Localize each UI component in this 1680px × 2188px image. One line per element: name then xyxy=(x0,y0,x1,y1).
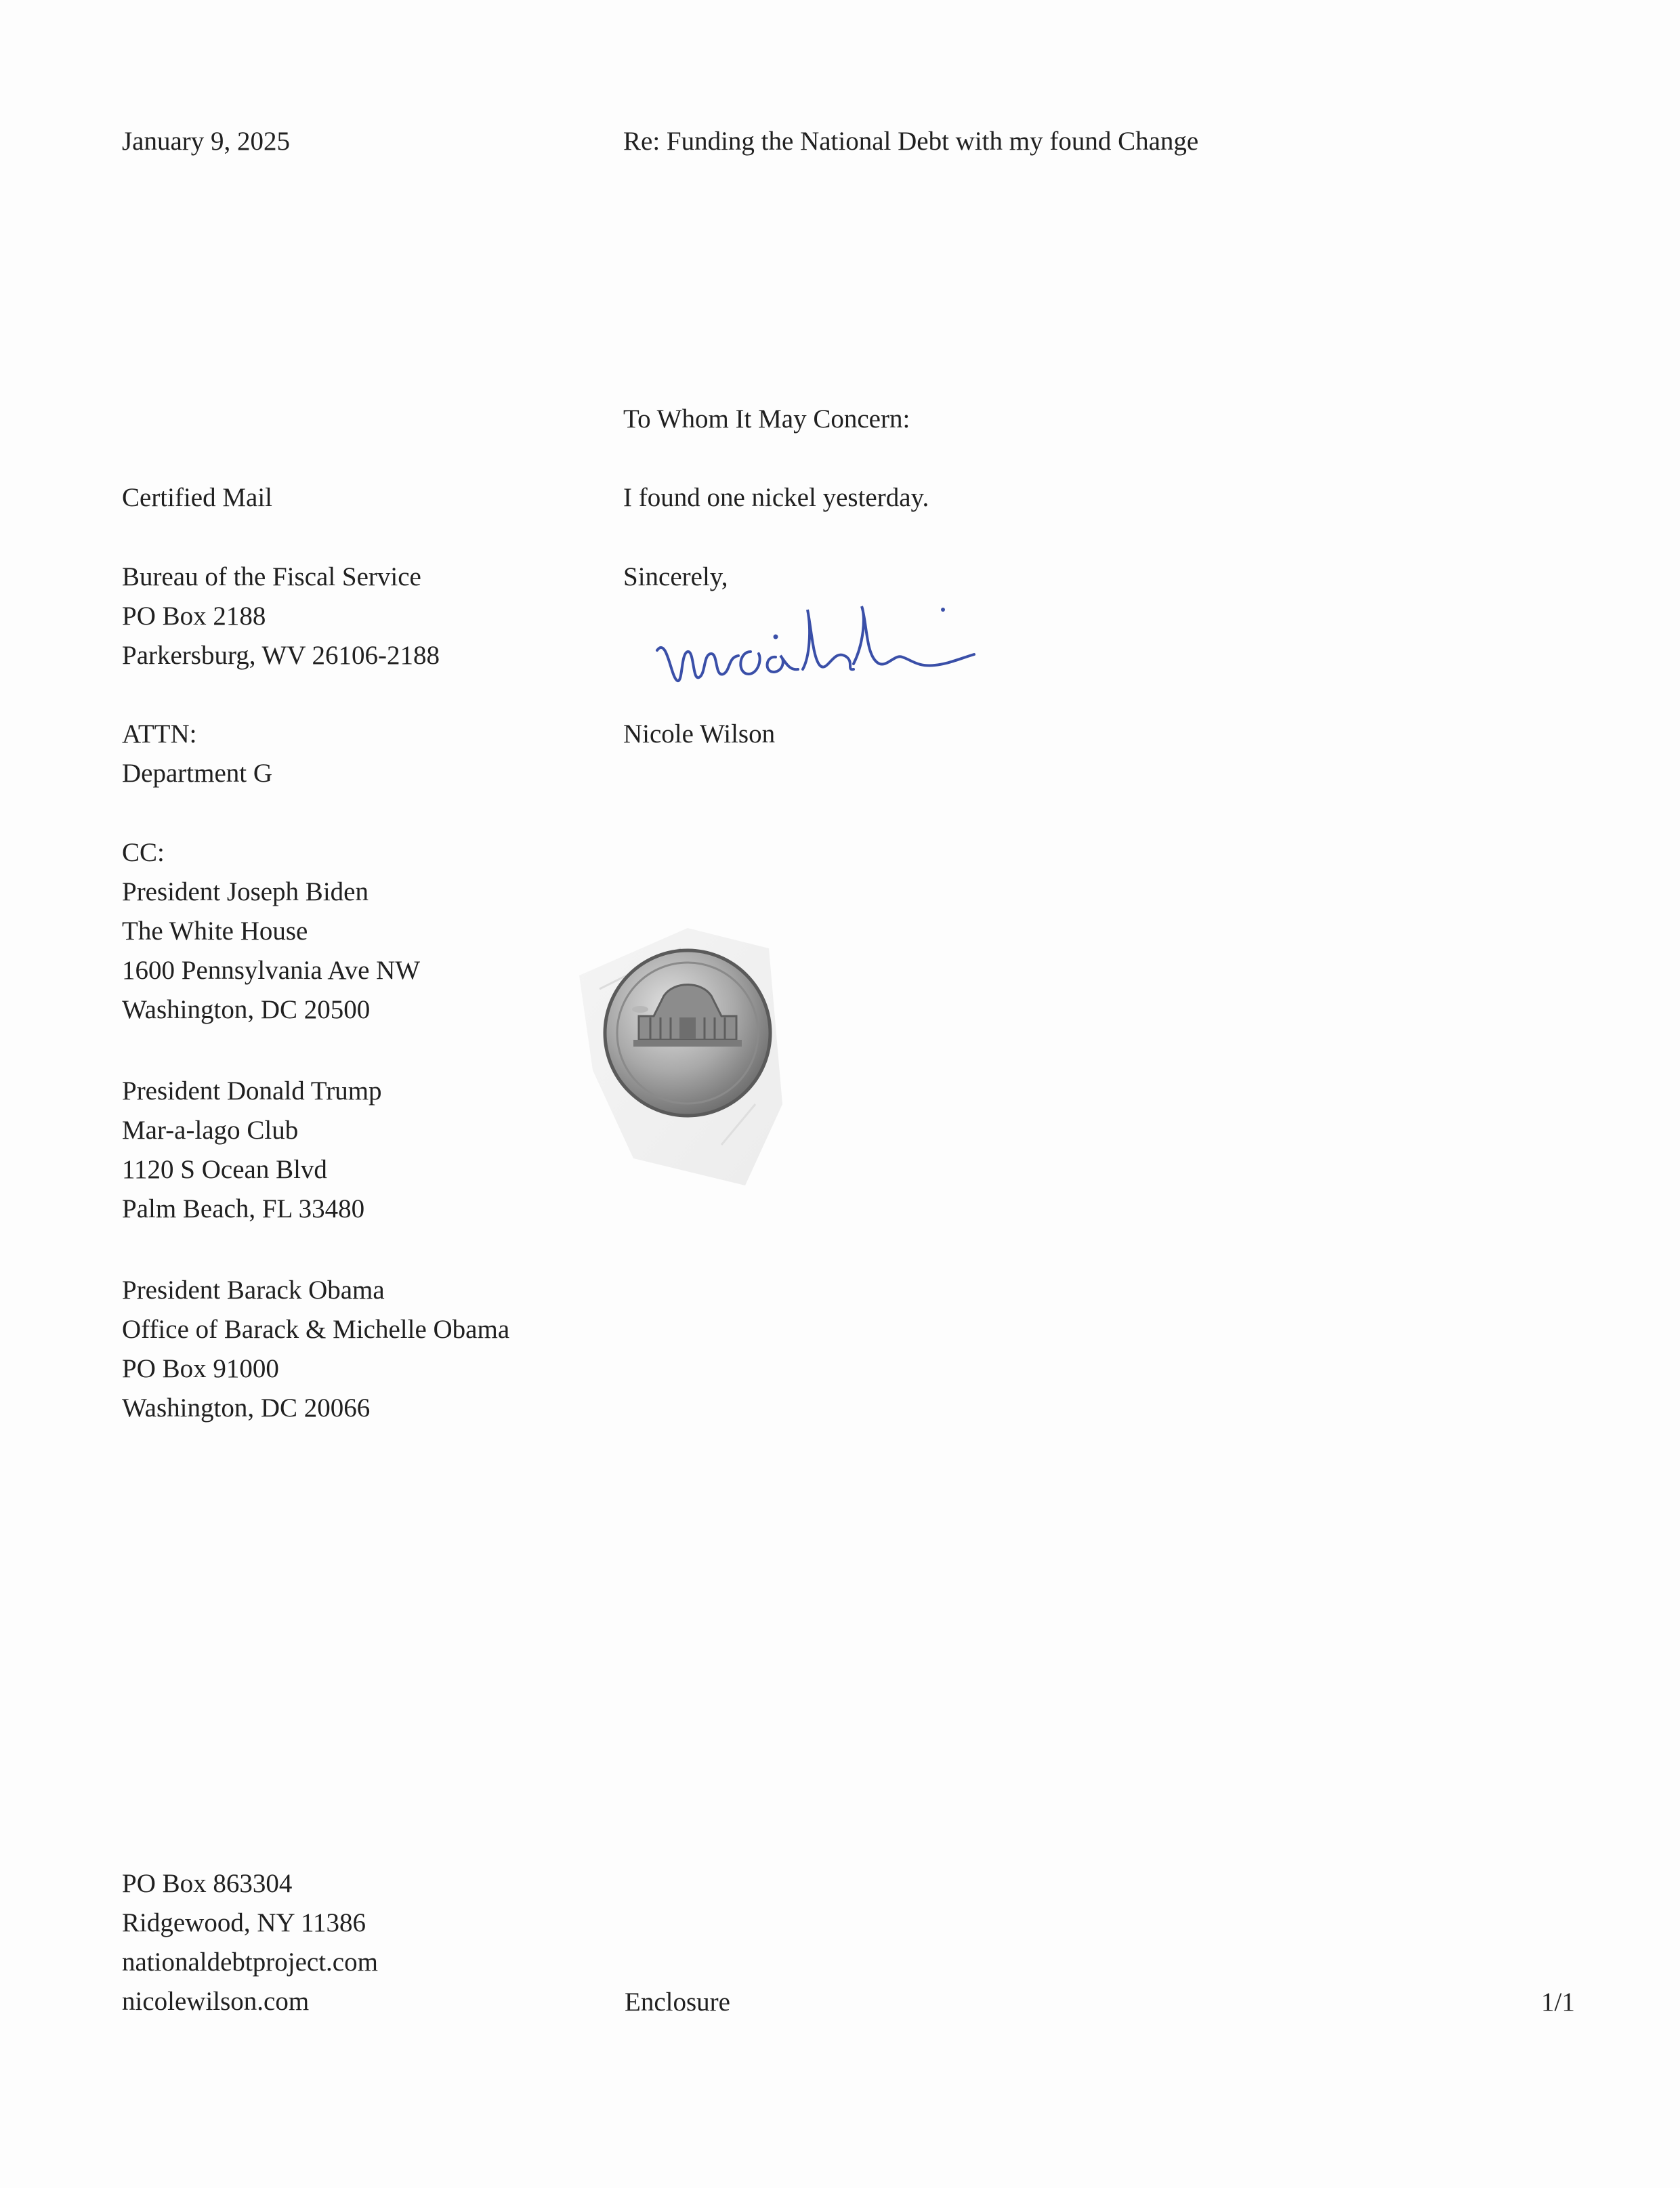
cc-line2: 1120 S Ocean Blvd xyxy=(122,1155,327,1184)
recipient-address xyxy=(122,557,440,675)
recipient-line2: Parkersburg, WV 26106-2188 xyxy=(122,641,440,670)
recipient-name: Bureau of the Fiscal Service xyxy=(122,562,421,591)
cc-trump xyxy=(122,1072,382,1229)
salutation: To Whom It May Concern: xyxy=(623,404,910,434)
cc-obama xyxy=(122,1271,509,1428)
letter-subject: Re: Funding the National Debt with my found Change xyxy=(623,127,1199,156)
sender-website2: nicolewilson.com xyxy=(122,1987,310,2016)
cc-line1: Mar-a-lago Club xyxy=(122,1116,299,1145)
cc-line3: Washington, DC 20500 xyxy=(122,995,371,1024)
cc-line3: Palm Beach, FL 33480 xyxy=(122,1194,365,1223)
cc-line2: PO Box 91000 xyxy=(122,1354,279,1383)
cc-line1: The White House xyxy=(122,917,308,946)
cc-label: CC: xyxy=(122,838,165,867)
closing: Sincerely, xyxy=(623,562,728,591)
letter-date: January 9, 2025 xyxy=(122,127,291,156)
cc-line2: 1600 Pennsylvania Ave NW xyxy=(122,956,421,985)
sender-line2: Ridgewood, NY 11386 xyxy=(122,1908,366,1937)
attn-label: ATTN: xyxy=(122,719,197,749)
attn-block xyxy=(122,715,272,793)
sender-website1: nationaldebtproject.com xyxy=(122,1948,378,1977)
cc-biden xyxy=(122,833,420,1030)
signer-name: Nicole Wilson xyxy=(623,719,776,749)
sender-address xyxy=(122,1864,378,2021)
cc-line3: Washington, DC 20066 xyxy=(122,1393,371,1423)
cc-line1: Office of Barack & Michelle Obama xyxy=(122,1315,510,1344)
cc-name: President Donald Trump xyxy=(122,1076,382,1106)
enclosure-label: Enclosure xyxy=(625,1987,730,2017)
cc-name: President Joseph Biden xyxy=(122,877,369,906)
recipient-line1: PO Box 2188 xyxy=(122,602,266,631)
page-number: 1/1 xyxy=(1541,1987,1575,2017)
sender-line1: PO Box 863304 xyxy=(122,1869,293,1898)
cc-name: President Barack Obama xyxy=(122,1276,385,1305)
letter-body: I found one nickel yesterday. xyxy=(623,483,929,512)
delivery-method: Certified Mail xyxy=(122,483,273,512)
attn-value: Department G xyxy=(122,759,273,788)
handwritten-signature xyxy=(650,589,982,704)
nickel-coin-icon xyxy=(552,901,823,1192)
